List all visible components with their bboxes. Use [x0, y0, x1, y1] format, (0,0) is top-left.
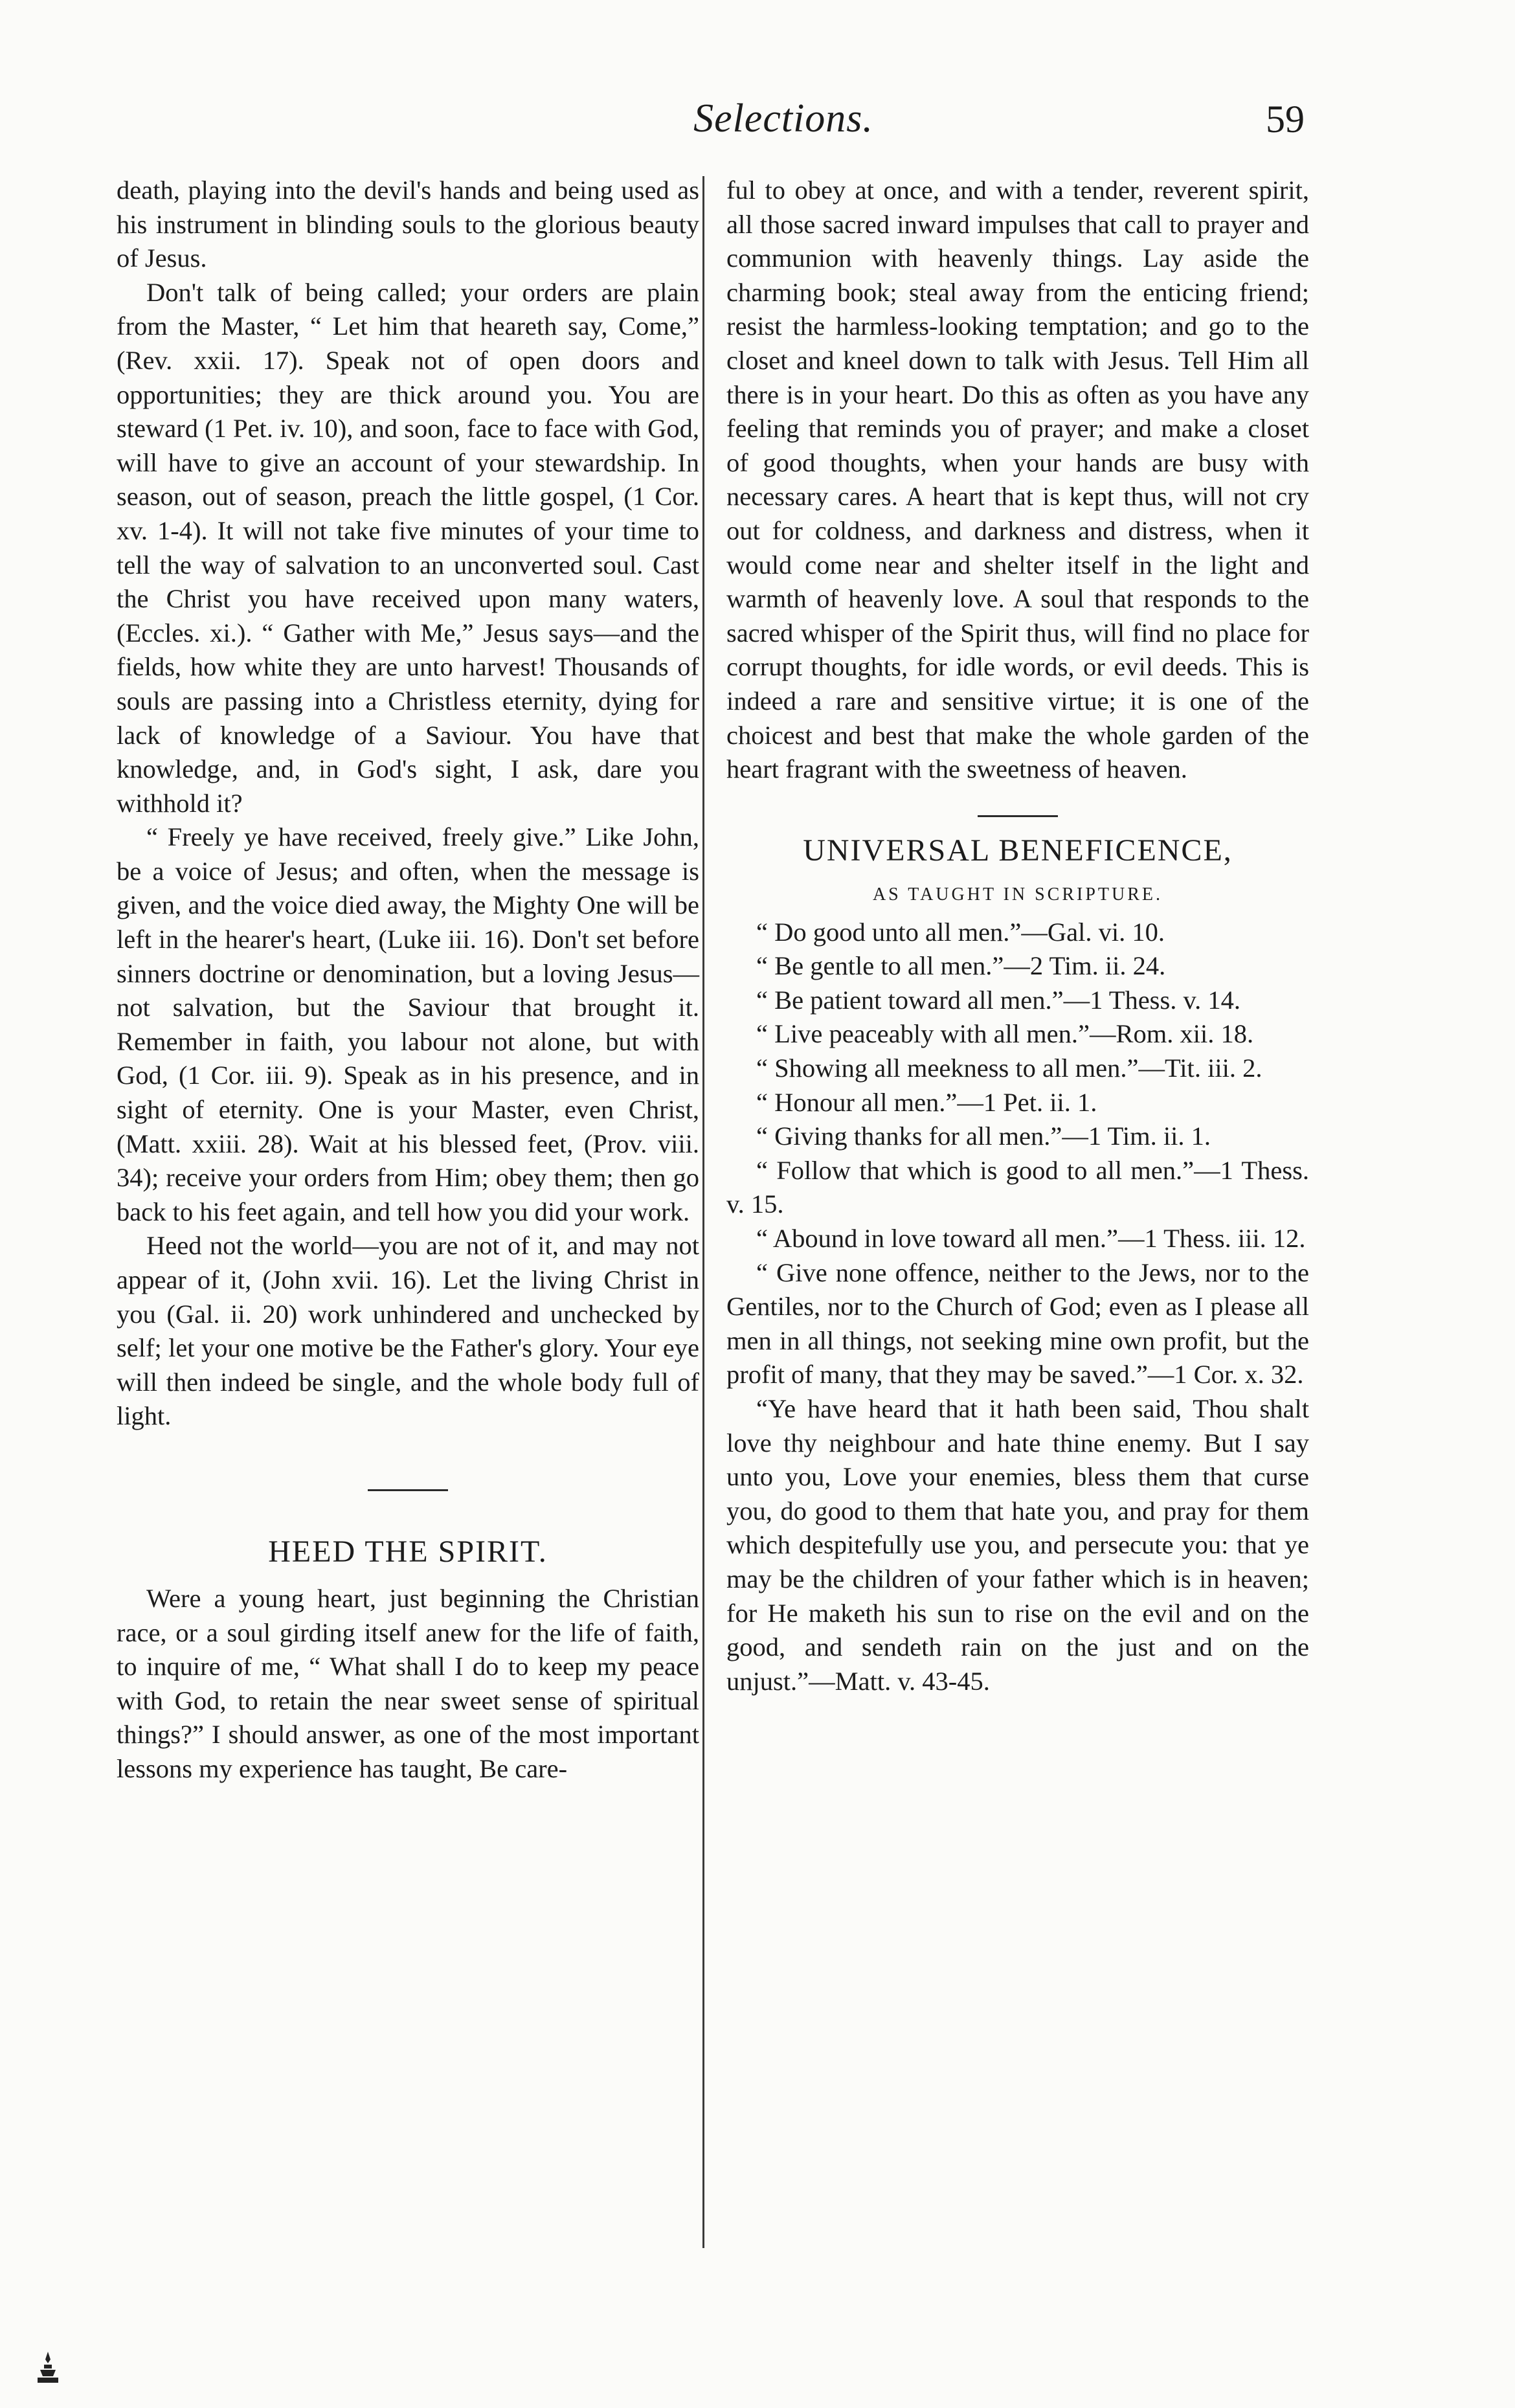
verse-item: “ Give none offence, neither to the Jews, nor to the Gentiles, nor to the Church of God; even as I please all men in all things, not seeking mine own profit, but the profit of many, that they may be saved.”—1 Cor. x. 32. — [726, 1257, 1309, 1390]
verse-item: “ Showing all meekness to all men.”—Tit. iii. 2. — [756, 1053, 1262, 1083]
printers-ornament-icon — [35, 2350, 61, 2384]
paragraph: death, playing into the devil's hands and being used as his instrument in blinding souls to the glorious beauty of Jesus. — [117, 175, 699, 273]
column-divider — [702, 176, 704, 2248]
section-divider — [368, 1489, 448, 1491]
paragraph: “ Freely ye have received, freely give.” Like John, be a voice of Jesus; and often, when the message is given, and the voice died away, the Mighty One will be left in the hearer's heart, (Luke iii. 16). Don't set before sinners doctrine or denomination, but a loving Jesus—not salvation, but the Saviour that brought it. Remember in faith, you labour not alone, but with God, (1 Cor. iii. 9). Speak as in his presence, and in sight of eternity. One is your Master, even Christ, (Matt. xxiii. 28). Wait at his blessed feet, (Prov. viii. 34); receive your orders from Him; obey them; then go back to his feet again, and tell how you did your work. — [117, 822, 699, 1226]
paragraph: Heed not the world—you are not of it, and may not appear of it, (John xvii. 16). Let the living Christ in you (Gal. ii. 20) work unhindered and unchecked by self; let your one motive be the Father's glory. Your eye will then indeed be single, and the whole body full of light. — [117, 1231, 699, 1431]
verse-item: “ Be gentle to all men.”—2 Tim. ii. 24. — [756, 951, 1166, 981]
verse-item: “ Abound in love toward all men.”—1 Thess. iii. 12. — [756, 1224, 1306, 1254]
verse-item: “ Giving thanks for all men.”—1 Tim. ii. 1. — [756, 1121, 1211, 1151]
left-column — [117, 174, 699, 1786]
running-head: Selections. — [693, 96, 873, 141]
paragraph: ful to obey at once, and with a tender, reverent spirit, all those sacred inward impulses that call to prayer and communion with heavenly things. Lay aside the charming book; steal away from the enticing friend; resist the harmless-looking temptation; and go to the closet and kneel down to talk with Jesus. Tell Him all there is in your heart. Do this as often as you have any feeling that reminds you of prayer; and make a closet of good thoughts, when your hands are busy with necessary cares. A heart that is kept thus, will not cry out for coldness, and darkness and distress, when it would come near and shelter itself in the light and warmth of heavenly love. A soul that responds to the sacred whisper of the Spirit thus, will find no place for corrupt thoughts, for idle words, or evil deeds. This is indeed a rare and sensitive virtue; it is one of the choicest and best that make the whole garden of the heart fragrant with the sweetness of heaven. — [726, 175, 1309, 784]
section-heading-heed-the-spirit: HEED THE SPIRIT. — [268, 1534, 548, 1569]
paragraph: Don't talk of being called; your orders are plain from the Master, “ Let him that heareth say, Come,” (Rev. xxii. 17). Speak not of open doors and opportunities; they are thick around you. You are steward (1 Pet. iv. 10), and soon, face to face with God, will have to give an account of your stewardship. In season, out of season, preach the little gospel, (1 Cor. xv. 1-4). It will not take five minutes of your time to tell the way of salvation to an unconverted soul. Cast the Christ you have received upon many waters, (Eccles. xi.). “ Gather with Me,” Jesus says—and the fields, how white they are unto harvest! Thousands of souls are passing into a Christless eternity, dying for lack of knowledge of a Saviour. You have that knowledge, and, in God's sight, I ask, dare you withhold it? — [117, 277, 699, 818]
verse-item: “ Follow that which is good to all men.”—1 Thess. v. 15. — [726, 1155, 1309, 1219]
verse-item: “ Do good unto all men.”—Gal. vi. 10. — [756, 917, 1165, 947]
right-column — [726, 174, 1309, 1698]
verse-item: “ Live peaceably with all men.”—Rom. xii. 18. — [756, 1019, 1254, 1049]
section-divider — [978, 815, 1058, 817]
paragraph: Were a young heart, just beginning the Christian race, or a soul girding itself anew for the life of faith, to inquire of me, “ What shall I do to keep my peace with God, to retain the near sweet sense of spiritual things?” I should answer, as one of the most important lessons my experience has taught, Be care- — [117, 1583, 699, 1783]
verse-item: “ Honour all men.”—1 Pet. ii. 1. — [756, 1087, 1097, 1117]
verse-item: “Ye have heard that it hath been said, Thou shalt love thy neighbour and hate thine enemy. But I say unto you, Love your enemies, bless them that curse you, do good to them that hate you, and pray for them which despitefully use you, and persecute you: that ye may be the children of your father which is in heaven; for He maketh his sun to rise on the evil and on the good, and sendeth rain on the just and on the unjust.”—Matt. v. 43-45. — [726, 1394, 1309, 1696]
section-heading-universal-beneficence: UNIVERSAL BENEFICENCE, — [803, 833, 1233, 868]
section-subheading: AS TAUGHT IN SCRIPTURE. — [872, 884, 1163, 905]
verse-item: “ Be patient toward all men.”—1 Thess. v. 14. — [756, 985, 1240, 1015]
page-number: 59 — [1266, 98, 1305, 141]
